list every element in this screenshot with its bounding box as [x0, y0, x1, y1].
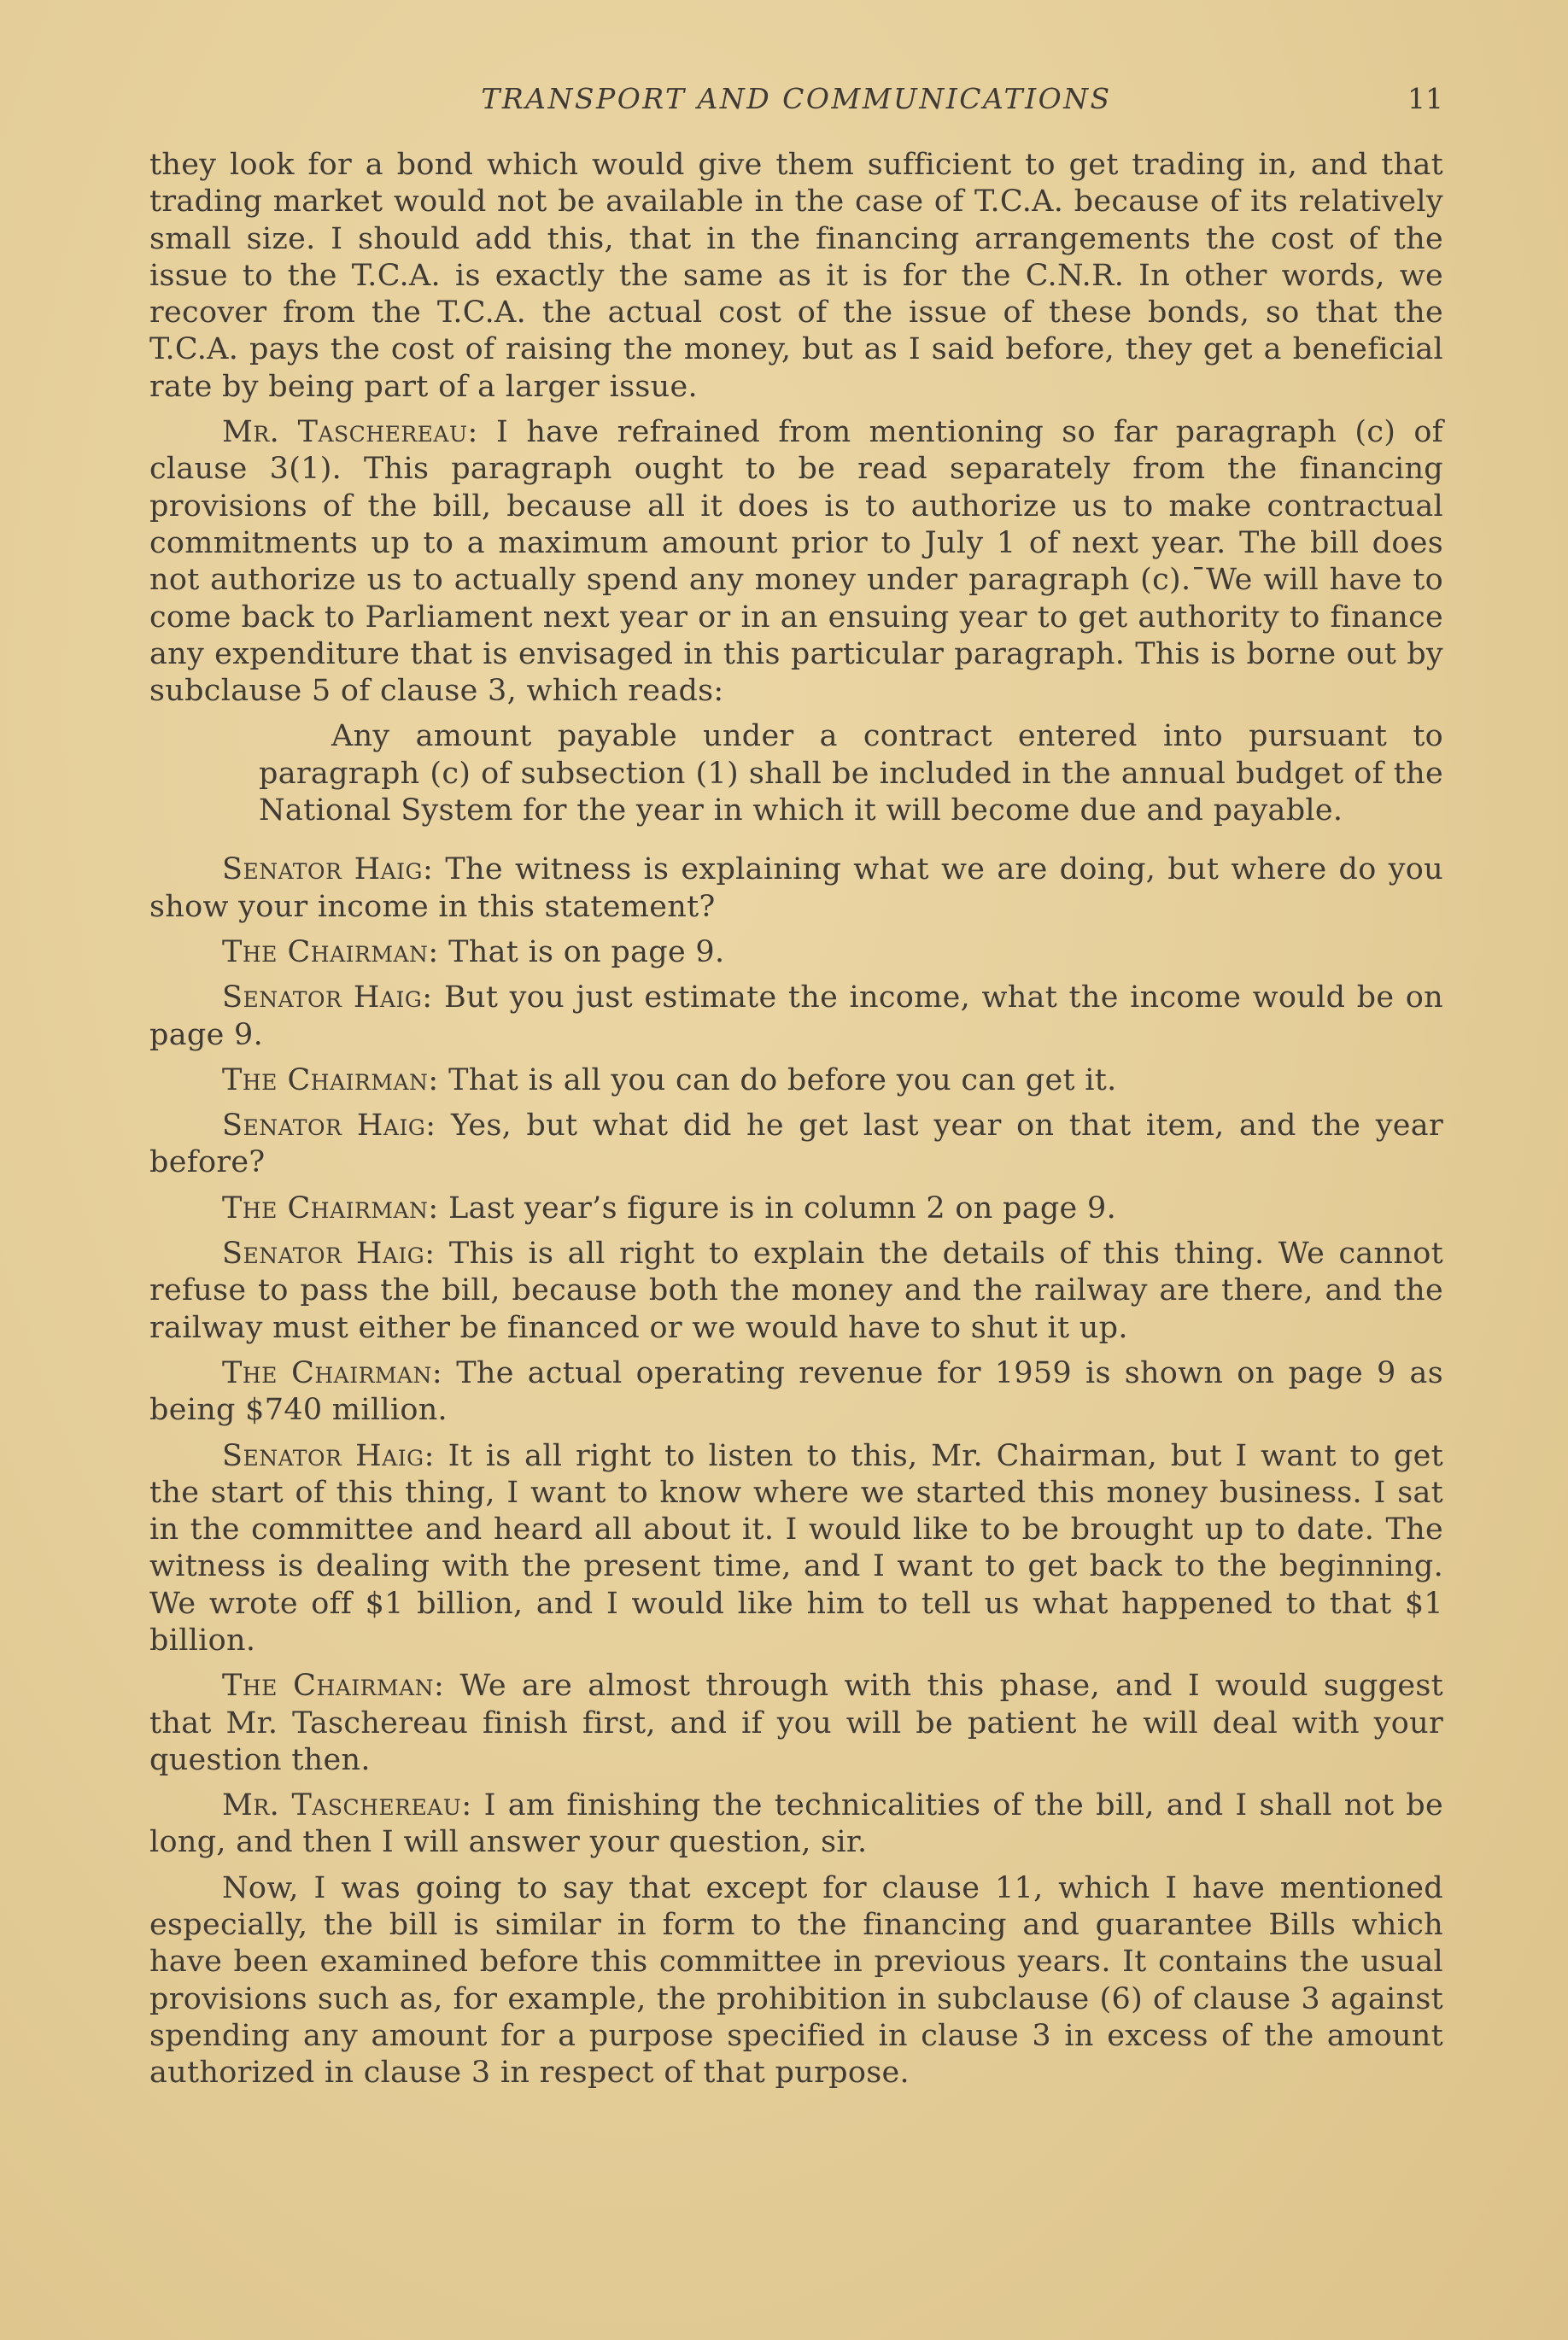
speaker: Mr. Taschereau: [222, 1788, 472, 1823]
page-number: 11 [1407, 82, 1443, 115]
speaker: The Chairman: [222, 1190, 439, 1226]
paragraph-12 [149, 1668, 1443, 1779]
speaker: The Chairman: [222, 1355, 443, 1390]
paragraph-text: That is on page 9. [448, 934, 725, 969]
speaker: Senator Haig: [222, 1237, 436, 1272]
speaker: Mr. Taschereau: [222, 415, 478, 450]
paragraph-text: It is all right to listen to this, Mr. Chairman, but I want to get the start of this thing, I want to know where we started this money business. I sat in the committee and heard all about it. I would like to be brought up to date. The witness is dealing with the present time, and I want to get back to the beginning. We wrote off $1 billion, and I would like him to tell us what happened to that $1 billion. [149, 1438, 1443, 1658]
paragraph-7 [149, 1108, 1443, 1182]
paragraph-text: Last year’s figure is in column 2 on page 9. [448, 1190, 1116, 1226]
speaker: Senator Haig: [222, 980, 433, 1015]
quote-text: Any amount payable under a contract entered into pursuant to paragraph (c) of subsection (1) shall be included in the annual budget of the National System for the year in which it will become due and payable. [259, 719, 1443, 828]
paragraph-3 [149, 851, 1443, 926]
paragraph-text: But you just estimate the income, what the income would be on page 9. [149, 980, 1444, 1052]
paragraph-text: This is all right to explain the details of this thing. We cannot refuse to pass the bill, because both the money and the railway are there, and the railway must either be financed or we would have to shut it up. [149, 1237, 1443, 1345]
paragraph-5 [149, 980, 1443, 1054]
block-quote [259, 718, 1443, 829]
paragraph-text: The witness is explaining what we are doing, but where do you show your income in this statement? [149, 852, 1443, 924]
paragraph-8 [149, 1190, 1443, 1227]
paragraph-13 [149, 1787, 1443, 1862]
speaker: The Chairman: [222, 1669, 445, 1704]
speaker: The Chairman: [222, 1062, 439, 1097]
paragraph-11 [149, 1438, 1443, 1660]
running-head [149, 79, 1443, 121]
paragraph-text: That is all you can do before you can get it. [448, 1062, 1117, 1097]
paragraph-text: Yes, but what did he get last year on that item, and the year before? [149, 1109, 1443, 1180]
paragraph-text: I have refrained from mentioning so far paragraph (c) of clause 3(1). This paragraph ought to be read separately from the financing provisions of the bill, because all it does is to authorize us to make contractual commitments up to a maximum amount prior to July 1 of next year. The bill does not authorize us to actually spend any money under paragraph (c).ˉWe will have to come back to Parliament next year or in an ensuing year to get authority to finance any expenditure that is envisaged in this particular paragraph. This is borne out by subclause 5 of clause 3, which reads: [149, 415, 1443, 709]
paragraph-9 [149, 1236, 1443, 1347]
speaker: Senator Haig: [222, 1438, 435, 1473]
paragraph-14 [149, 1870, 1443, 2092]
running-title: TRANSPORT AND COMMUNICATIONS [481, 82, 1112, 115]
speaker: Senator Haig: [222, 1109, 436, 1144]
paragraph-text: I am finishing the technicalities of the bill, and I shall not be long, and then I will answer your question, sir. [149, 1788, 1444, 1860]
page [149, 79, 1443, 2101]
paragraph-text: Now, I was going to say that except for clause 11, which I have mentioned especially, the bill is similar in form to the financing and guarantee Bills which have been examined before this committee in previous years. It contains the usual provisions such as, for example, the prohibition in subclause (6) of clause 3 against spending any amount for a purpose specified in clause 3 in excess of the amount authorized in clause 3 in respect of that purpose. [149, 1870, 1443, 2091]
paragraph-text: We are almost through with this phase, and I would suggest that Mr. Taschereau finish first, and if you will be patient he will deal with your question then. [149, 1669, 1443, 1777]
paragraph-6 [149, 1062, 1443, 1099]
paragraph-text: The actual operating revenue for 1959 is shown on page 9 as being $740 million. [149, 1355, 1443, 1428]
paragraph-10 [149, 1355, 1443, 1430]
speaker: The Chairman: [222, 934, 439, 969]
paragraph-1 [149, 147, 1443, 406]
speaker: Senator Haig: [222, 852, 434, 887]
paragraph-2 [149, 414, 1443, 710]
paragraph-text: they look for a bond which would give them sufficient to get trading in, and that trading market would not be available in the case of T.C.A. because of its relatively small size. I should add this, that in the financing arrangements the cost of the issue to the T.C.A. is exactly the same as it is for the C.N.R. In other words, we recover from the T.C.A. the actual cost of the issue of these bonds, so that the T.C.A. pays the cost of raising the money, but as I said before, they get a beneficial rate by being part of a larger issue. [149, 148, 1443, 404]
paragraph-4 [149, 934, 1443, 971]
